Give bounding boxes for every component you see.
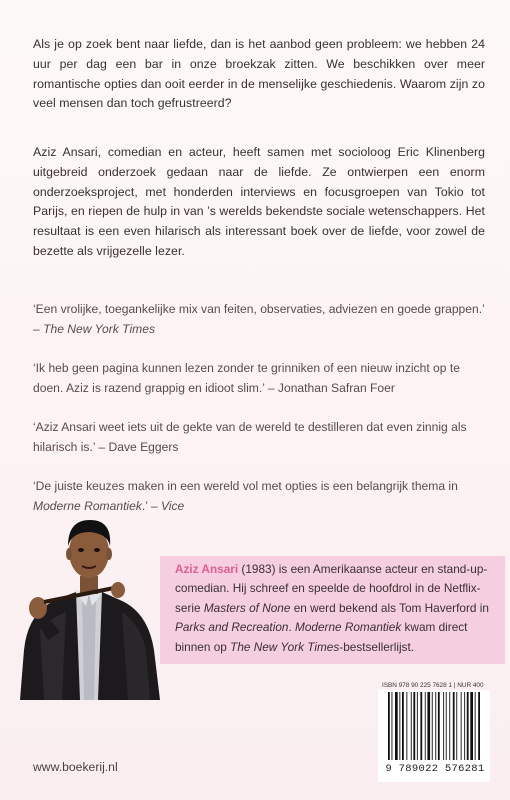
- bio-show-title: Masters of None: [203, 600, 291, 615]
- author-bio: [175, 560, 495, 657]
- bio-book-title: Moderne Romantiek: [295, 620, 402, 635]
- barcode-bar: [475, 692, 476, 760]
- barcode-bar: [425, 692, 426, 760]
- barcode-bar: [464, 692, 465, 760]
- bio-text: en werd bekend als Tom Haverford in: [290, 600, 489, 615]
- bio-show-title: Parks and Recreation: [175, 620, 289, 635]
- barcode-bar: [453, 692, 455, 760]
- barcode-bar: [478, 692, 480, 760]
- barcode-bar: [417, 692, 418, 760]
- ean-number: 9 789022 576281: [385, 763, 485, 775]
- barcode-bar: [427, 692, 430, 760]
- barcode-bar: [443, 692, 444, 760]
- quote-source: The New York Times: [43, 321, 156, 336]
- bio-text: -bestsellerlijst.: [339, 639, 415, 654]
- publisher-website: www.boekerij.nl: [33, 760, 118, 774]
- isbn-text: ISBN 978 90 225 7628 1 | NUR 400: [382, 682, 484, 689]
- quote-text: ‘De juiste keuzes maken in een wereld vol met opties is een belangrijk thema in: [33, 479, 458, 493]
- intro-paragraph: Als je op zoek bent naar liefde, dan is het aanbod geen probleem: we hebben 24 uur per dag een bar in onze broekzak zitten. We beschikken over meer romantische opties dan ooit eerder in de menselijke geschiedenis. Waarom zijn zo veel mensen dan toch gefrustreerd?: [33, 37, 485, 111]
- barcode-bar: [399, 692, 400, 760]
- barcode-bar: [432, 692, 433, 760]
- barcode-icon: [388, 692, 482, 760]
- barcode-bar: [395, 692, 398, 760]
- quote-source: Vice: [160, 498, 185, 513]
- quote-text: ‘Een vrolijke, toegankelijke mix van feiten, observaties, adviezen en goede grappen.’ –: [33, 302, 485, 336]
- bio-newspaper: The New York Times: [230, 639, 340, 654]
- review-quote: [33, 300, 493, 340]
- author-photo: [10, 500, 162, 700]
- quote-text: ‘Aziz Ansari weet iets uit de gekte van de wereld te destilleren dat even zinnig als hilarisch is.’ –: [33, 420, 467, 454]
- review-quote: [33, 359, 493, 399]
- quote-source: Jonathan Safran Foer: [277, 380, 395, 395]
- review-quote: [33, 418, 493, 458]
- barcode-bar: [388, 692, 390, 760]
- barcode-bar: [402, 692, 404, 760]
- quote-book-title: Moderne Romantiek: [33, 498, 142, 513]
- barcode-bar: [411, 692, 412, 760]
- bio-text: (1983) is een Amerikaanse acteur en stand-up-comedian. Hij schreef en speelde de hoofdrol in de Netflix-serie: [175, 562, 488, 615]
- barcode-bar: [456, 692, 457, 760]
- barcode-bar: [446, 692, 447, 760]
- barcode-bar: [435, 692, 436, 760]
- barcode-bar: [406, 692, 407, 760]
- barcode-bar: [413, 692, 415, 760]
- bio-text: kwam direct binnen op: [175, 620, 468, 654]
- bio-text: .: [288, 620, 296, 635]
- barcode-bar: [470, 692, 473, 760]
- barcode-bar: [467, 692, 469, 760]
- author-name: Aziz Ansari: [175, 562, 239, 576]
- quote-source: Dave Eggers: [108, 439, 179, 454]
- barcode-bar: [392, 692, 393, 760]
- barcode-bar: [420, 692, 422, 760]
- about-paragraph: Aziz Ansari, comedian en acteur, heeft samen met socioloog Eric Klinenberg uitgebreid onderzoek gedaan naar de liefde. Ze ontwierpen een enorm onderzoeksproject, met honderden interviews en focusgroepen van Tokio tot Parijs, en riepen de hulp in van ’s werelds bekendste sociale wetenschappers. Het resultaat is een even hilarisch als interessant boek over de liefde, voor zowel de bezette als vrijgezelle lezer.: [33, 145, 485, 258]
- quote-text: ‘Ik heb geen pagina kunnen lezen zonder te grinniken of een nieuw inzicht op te doen. Aziz is razend grappig en idioot slim.’ –: [33, 361, 460, 395]
- barcode-bar: [449, 692, 450, 760]
- barcode-bar: [461, 692, 462, 760]
- quote-text-end: .’ –: [141, 498, 161, 513]
- barcode-bar: [438, 692, 440, 760]
